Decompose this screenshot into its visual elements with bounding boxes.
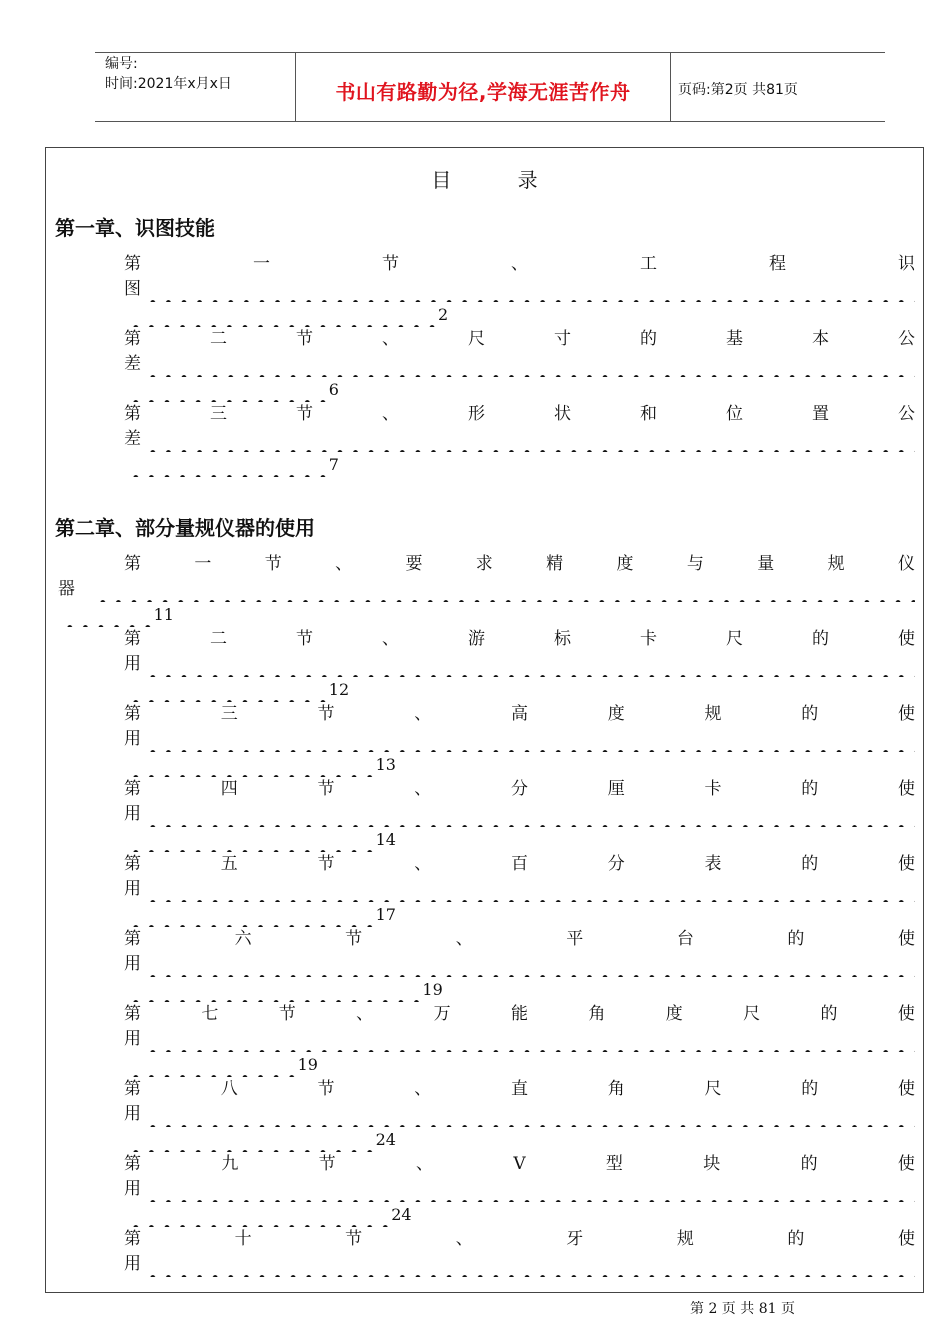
toc-entry-char: 分 <box>607 854 625 874</box>
toc-entry-char: 厘 <box>607 779 625 799</box>
toc-entry-line3 <box>124 902 915 927</box>
leader-dots <box>141 1252 915 1277</box>
toc-entry-char: 二 <box>210 329 227 349</box>
toc-entry-char: 、 <box>455 1229 473 1249</box>
toc-entry[interactable] <box>124 1152 915 1227</box>
toc-entry-char: 规 <box>704 704 722 724</box>
toc-entry-char: 第 <box>124 254 141 274</box>
leader-dots <box>141 277 915 302</box>
toc-entry-last-char: 用 <box>124 879 141 899</box>
toc-entry-char: 的 <box>812 629 829 649</box>
toc-entry-page: 24 <box>391 1205 412 1224</box>
header-motto-cell <box>295 53 671 121</box>
leader-dots <box>124 377 327 402</box>
toc-entry-char: 四 <box>220 779 238 799</box>
toc-entry-char: 求 <box>475 554 493 574</box>
toc-entry-char: 卡 <box>704 779 722 799</box>
toc-entry-char: 使 <box>897 1004 915 1024</box>
toc-entry-char: 尺 <box>704 1079 722 1099</box>
toc-entry-char: 使 <box>897 1229 915 1249</box>
code-label: 编号: <box>105 56 138 72</box>
toc-entry-char: 、 <box>511 254 528 274</box>
toc-entry-char: 第 <box>124 329 141 349</box>
toc-entry[interactable] <box>124 252 915 327</box>
toc-entry-char: 表 <box>704 854 722 874</box>
toc-entry-char: 使 <box>898 779 915 799</box>
toc-entry-line2 <box>124 652 915 677</box>
toc-entry-line3 <box>124 827 915 852</box>
toc-entry-char: 、 <box>382 629 399 649</box>
toc-entry-char: 公 <box>898 329 915 349</box>
leader-dots <box>124 1202 389 1227</box>
toc-entry-char: 度 <box>616 554 634 574</box>
toc-entry-char: 基 <box>726 329 743 349</box>
toc-entry-page: 6 <box>328 380 339 399</box>
toc-entry-page: 17 <box>375 905 396 924</box>
toc-entry-char: 节 <box>317 1079 335 1099</box>
leader-dots <box>141 1027 915 1052</box>
toc-entry-line1 <box>124 852 915 877</box>
toc-entry-line1 <box>124 402 915 427</box>
toc-entry-char: 万 <box>433 1004 451 1024</box>
toc-entry-char: 尺 <box>743 1004 761 1024</box>
toc-entry-last-char: 用 <box>124 654 141 674</box>
toc-entry[interactable] <box>124 1002 915 1077</box>
toc-entry-line2 <box>124 1102 915 1127</box>
toc-entry-line3 <box>124 977 915 1002</box>
toc-entry-char: 形 <box>468 404 485 424</box>
toc-entry-line2 <box>124 727 915 752</box>
toc-entry-line2 <box>124 1177 915 1202</box>
chapter-1-title: 第一章、识图技能 <box>55 216 215 240</box>
toc-entry-line2 <box>124 427 915 452</box>
toc-entry-char: 使 <box>897 1154 915 1174</box>
toc-entry-line1 <box>124 327 915 352</box>
toc-entry-char: 要 <box>405 554 423 574</box>
toc-entry-char: 使 <box>898 854 915 874</box>
toc-entry-char: 度 <box>665 1004 683 1024</box>
toc-title: 目 录 <box>431 168 568 192</box>
toc-entry-char: 使 <box>898 1079 915 1099</box>
toc-entry-last-char: 用 <box>124 1104 141 1124</box>
toc-entry-char: 第 <box>124 1079 141 1099</box>
toc-entry-char: 的 <box>801 704 819 724</box>
toc-entry-last-char: 用 <box>124 954 141 974</box>
toc-entry-char: 角 <box>588 1004 606 1024</box>
leader-dots <box>91 577 915 602</box>
toc-entry-line1 <box>124 1227 915 1252</box>
toc-entry-char: 使 <box>898 629 915 649</box>
leader-dots <box>124 302 436 327</box>
leader-dots <box>124 452 327 477</box>
toc-entry-line1 <box>124 627 915 652</box>
toc-entry[interactable] <box>124 702 915 777</box>
toc-entry-char: 、 <box>415 1154 433 1174</box>
toc-entry-char: 第 <box>124 704 141 724</box>
toc-entry-char: 、 <box>414 854 432 874</box>
toc-entry-char: 七 <box>201 1004 219 1024</box>
toc-entry-char: 、 <box>382 404 399 424</box>
toc-entry-line1 <box>124 552 915 577</box>
toc-entry-last-char: 差 <box>124 429 141 449</box>
header-meta <box>95 53 295 121</box>
toc-entry-char: 游 <box>468 629 485 649</box>
toc-entry-line2 <box>124 1252 915 1277</box>
toc-entry-char: 公 <box>898 404 915 424</box>
leader-dots <box>124 752 374 777</box>
toc-entry-line1 <box>124 1077 915 1102</box>
toc-entry[interactable] <box>124 927 915 1002</box>
toc-entry-char: 直 <box>511 1079 528 1099</box>
toc-entry-char: 的 <box>801 1079 819 1099</box>
toc-entry-char: 节 <box>345 929 363 949</box>
toc-entry-char: 仪 <box>897 554 915 574</box>
toc-entry-line3 <box>124 1127 915 1152</box>
toc-entry-char: 牙 <box>566 1229 584 1249</box>
leader-dots <box>124 1127 374 1152</box>
toc-entry-char: 一 <box>253 254 270 274</box>
toc-entry-char: 第 <box>124 629 141 649</box>
toc-entry-char: 二 <box>210 629 227 649</box>
toc-entry-char: 节 <box>278 1004 296 1024</box>
toc-entry-char: 、 <box>414 1079 432 1099</box>
toc-entry-page: 24 <box>375 1130 396 1149</box>
toc-entry-char: 位 <box>726 404 743 424</box>
toc-entry[interactable] <box>124 1227 915 1277</box>
toc-entry-line1 <box>124 777 915 802</box>
toc-entry[interactable] <box>124 627 915 702</box>
toc-entry-char: 节 <box>318 1154 336 1174</box>
toc-entry-char: 八 <box>220 1079 238 1099</box>
toc-entry-char: V <box>513 1154 526 1174</box>
toc-entry-page: 2 <box>438 305 449 324</box>
toc-entry-last-char: 器 <box>58 579 75 599</box>
toc-entry-line3 <box>124 677 915 702</box>
toc-entry-char: 卡 <box>640 629 657 649</box>
toc-entry-char: 的 <box>787 929 805 949</box>
toc-entry-line1 <box>124 252 915 277</box>
toc-entry-char: 一 <box>194 554 212 574</box>
toc-entry-char: 和 <box>640 404 657 424</box>
toc-entry-char: 使 <box>897 929 915 949</box>
toc-entry-line2 <box>124 277 915 302</box>
toc-entry-line3 <box>124 377 915 402</box>
toc-entry-char: 第 <box>124 554 141 574</box>
toc-entry-char: 工 <box>640 254 657 274</box>
toc-entry-char: 与 <box>686 554 704 574</box>
toc-entry-char: 、 <box>414 779 432 799</box>
toc-entry[interactable] <box>124 402 915 477</box>
toc-entry-page: 7 <box>328 455 339 474</box>
toc-entry-line3 <box>124 752 915 777</box>
toc-entry-line1 <box>124 1152 915 1177</box>
toc-entry-char: 度 <box>607 704 625 724</box>
toc-entry-char: 第 <box>124 929 141 949</box>
toc-entry-char: 、 <box>356 1004 374 1024</box>
toc-entry-line1 <box>124 1002 915 1027</box>
toc-entry-char: 型 <box>605 1154 623 1174</box>
toc-entry-char: 的 <box>820 1004 838 1024</box>
leader-dots <box>124 977 420 1002</box>
toc-entry-char: 的 <box>801 779 819 799</box>
page-header <box>95 52 885 122</box>
toc-entry-char: 节 <box>382 254 399 274</box>
toc-entry-page: 14 <box>375 830 396 849</box>
toc-entry-char: 、 <box>414 704 432 724</box>
leader-dots <box>141 352 915 377</box>
toc-entry-char: 的 <box>787 1229 805 1249</box>
toc-entry-char: 第 <box>124 1154 141 1174</box>
header-motto: 书山有路勤为径,学海无涯苦作舟 <box>335 80 631 104</box>
header-page-cell <box>670 53 885 121</box>
leader-dots <box>124 902 374 927</box>
toc-entry-char: 状 <box>554 404 571 424</box>
leader-dots <box>141 1177 915 1202</box>
toc-entry-char: 五 <box>220 854 238 874</box>
toc-entry-char: 高 <box>511 704 528 724</box>
toc-entry-last-char: 用 <box>124 729 141 749</box>
toc-entry-char: 角 <box>607 1079 625 1099</box>
toc-entry-char: 标 <box>554 629 571 649</box>
toc-entry-char: 台 <box>676 929 694 949</box>
leader-dots <box>141 877 915 902</box>
toc-entry-char: 节 <box>296 329 313 349</box>
toc-entry-char: 块 <box>703 1154 721 1174</box>
toc-entry-char: 节 <box>317 779 335 799</box>
toc-entry[interactable] <box>124 777 915 852</box>
chapter-2-title: 第二章、部分量规仪器的使用 <box>55 516 315 540</box>
toc-entry-line3 <box>124 1202 915 1227</box>
toc-entry-line3 <box>124 1052 915 1077</box>
toc-entry-page: 19 <box>297 1055 318 1074</box>
leader-dots <box>141 1102 915 1127</box>
toc-entry-line2 <box>124 877 915 902</box>
toc-entry-char: 、 <box>335 554 353 574</box>
toc-entry-line2 <box>124 1027 915 1052</box>
toc-entry-line1 <box>124 927 915 952</box>
toc-entry-char: 节 <box>317 854 335 874</box>
toc-entry-char: 能 <box>510 1004 528 1024</box>
toc-entry-line2 <box>124 802 915 827</box>
toc-entry-last-char: 差 <box>124 354 141 374</box>
toc-entry[interactable] <box>124 327 915 402</box>
header-page-info: 页码:第2页 共81页 <box>678 82 798 98</box>
toc-entry-char: 节 <box>345 1229 363 1249</box>
toc-entry-char: 三 <box>220 704 238 724</box>
toc-entry-last-char: 图 <box>124 279 141 299</box>
toc-entry-last-char: 用 <box>124 1029 141 1049</box>
toc-entry-char: 分 <box>511 779 528 799</box>
toc-entry-char: 寸 <box>554 329 571 349</box>
toc-entry-char: 第 <box>124 854 141 874</box>
toc-entry[interactable] <box>58 552 915 627</box>
toc-entry-char: 、 <box>382 329 399 349</box>
toc-entry-char: 的 <box>801 854 819 874</box>
toc-entry-line2 <box>124 952 915 977</box>
toc-entry-last-char: 用 <box>124 1179 141 1199</box>
leader-dots <box>141 952 915 977</box>
toc-entry-char: 节 <box>296 629 313 649</box>
toc-entry-char: 识 <box>898 254 915 274</box>
toc-entry-char: 六 <box>234 929 252 949</box>
toc-entry-line2 <box>124 352 915 377</box>
toc-entry-char: 尺 <box>726 629 743 649</box>
toc-entry-line3 <box>58 602 915 627</box>
toc-entry[interactable] <box>124 852 915 927</box>
toc-entry-char: 使 <box>898 704 915 724</box>
toc-entry-char: 三 <box>210 404 227 424</box>
toc-entry-line3 <box>124 302 915 327</box>
leader-dots <box>58 602 152 627</box>
toc-entry[interactable] <box>124 1077 915 1152</box>
toc-entry-last-char: 用 <box>124 804 141 824</box>
toc-entry-char: 十 <box>234 1229 252 1249</box>
toc-entry-line2 <box>58 577 915 602</box>
leader-dots <box>141 727 915 752</box>
toc-entry-char: 第 <box>124 1004 141 1024</box>
toc-box <box>45 147 924 1293</box>
toc-entry-char: 节 <box>296 404 313 424</box>
toc-entry-char: 节 <box>264 554 282 574</box>
toc-entry-char: 百 <box>511 854 528 874</box>
leader-dots <box>141 427 915 452</box>
toc-entry-char: 、 <box>455 929 473 949</box>
toc-entry-char: 第 <box>124 404 141 424</box>
toc-entry-char: 本 <box>812 329 829 349</box>
leader-dots <box>124 1052 296 1077</box>
toc-entry-char: 量 <box>757 554 775 574</box>
toc-entry-char: 置 <box>812 404 829 424</box>
toc-entry-line3 <box>124 452 915 477</box>
toc-entry-page: 11 <box>153 605 174 624</box>
toc-entry-char: 第 <box>124 1229 141 1249</box>
toc-entry-char: 的 <box>800 1154 818 1174</box>
toc-entry-char: 规 <box>827 554 845 574</box>
page-footer: 第 2 页 共 81 页 <box>690 1301 795 1317</box>
toc-entry-char: 的 <box>640 329 657 349</box>
leader-dots <box>141 802 915 827</box>
toc-entry-char: 平 <box>566 929 584 949</box>
toc-entry-char: 尺 <box>468 329 485 349</box>
toc-entry-page: 12 <box>328 680 350 699</box>
toc-entry-page: 19 <box>422 980 443 999</box>
toc-entry-char: 精 <box>546 554 564 574</box>
date-label: 时间:2021年x月x日 <box>105 76 232 92</box>
toc-entry-page: 13 <box>375 755 396 774</box>
toc-entry-line1 <box>124 702 915 727</box>
leader-dots <box>141 652 915 677</box>
toc-entry-char: 程 <box>769 254 786 274</box>
leader-dots <box>124 677 327 702</box>
toc-entry-char: 第 <box>124 779 141 799</box>
toc-entry-char: 九 <box>221 1154 239 1174</box>
toc-entry-char: 规 <box>676 1229 694 1249</box>
leader-dots <box>124 827 374 852</box>
toc-entry-char: 节 <box>317 704 335 724</box>
toc-entry-last-char: 用 <box>124 1254 141 1274</box>
